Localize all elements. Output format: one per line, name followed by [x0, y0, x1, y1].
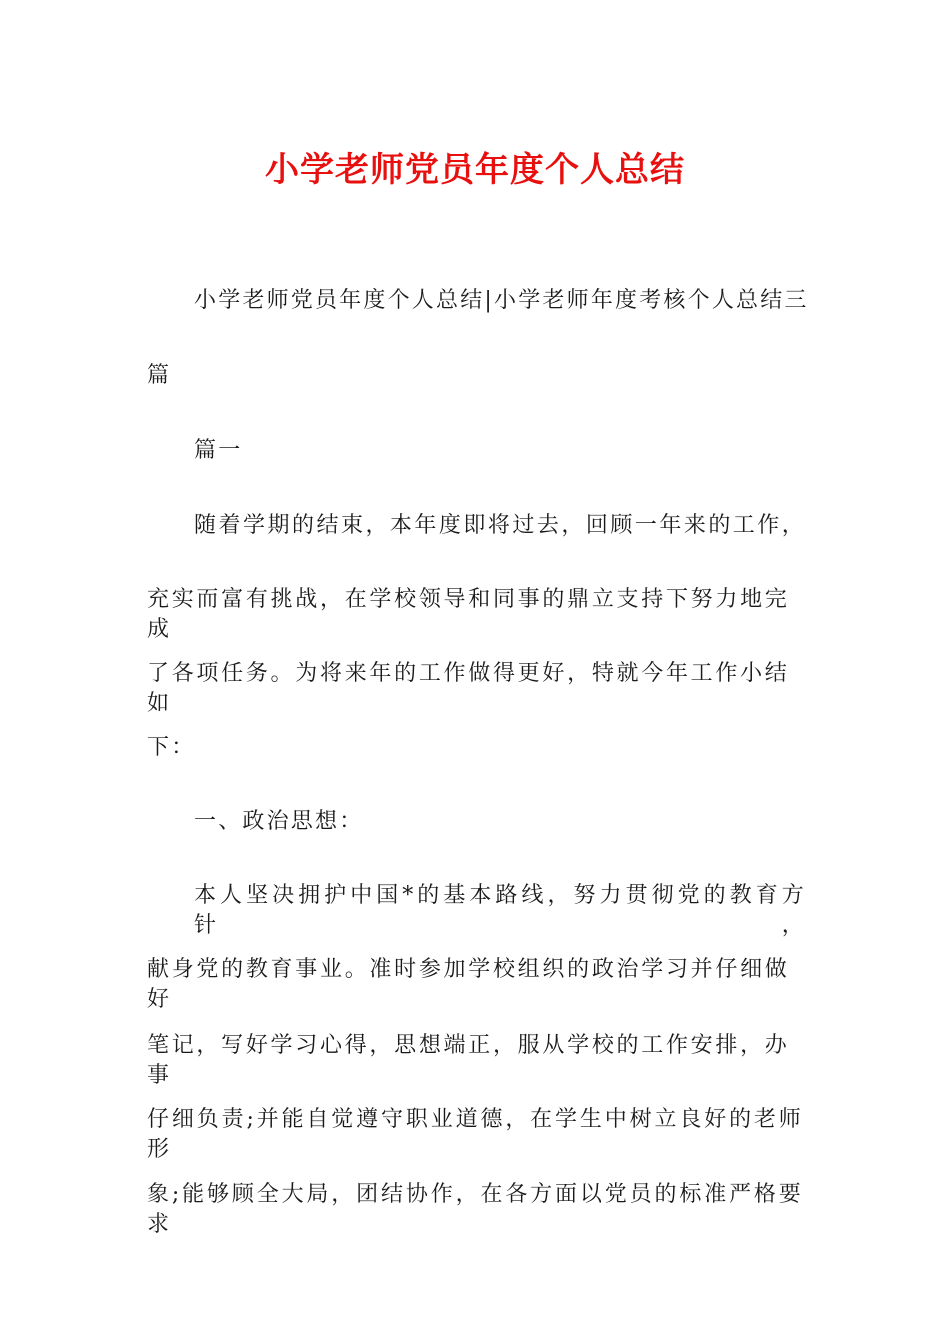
section-heading: 一、政治思想： [194, 809, 364, 834]
paragraph-line: 仔细负责;并能自觉遵守职业道德，在学生中树立良好的老师形 [147, 1107, 803, 1162]
paragraph-line: 充实而富有挑战，在学校领导和同事的鼎立支持下努力地完成 [147, 587, 789, 642]
paragraph-line: 下： [147, 735, 196, 760]
paragraph-line: 随着学期的结束，本年度即将过去，回顾一年来的工作， [194, 513, 806, 538]
section-heading: 篇一 [194, 438, 243, 463]
paragraph-line: 了各项任务。为将来年的工作做得更好，特就今年工作小结如 [147, 661, 789, 716]
paragraph-line: 象;能够顾全大局，团结协作，在各方面以党员的标准严格要求 [147, 1182, 803, 1237]
paragraph-line: 献身党的教育事业。准时参加学校组织的政治学习并仔细做好 [147, 957, 789, 1012]
document-title: 小学老师党员年度个人总结 [265, 150, 685, 190]
paragraph-line: 本人坚决拥护中国*的基本路线，努力贯彻党的教育方针， [194, 883, 806, 938]
paragraph-line: 篇 [147, 363, 172, 388]
paragraph-line: 小学老师党员年度个人总结|小学老师年度考核个人总结三 [194, 288, 809, 313]
paragraph-line: 笔记，写好学习心得，思想端正，服从学校的工作安排，办事 [147, 1033, 789, 1088]
